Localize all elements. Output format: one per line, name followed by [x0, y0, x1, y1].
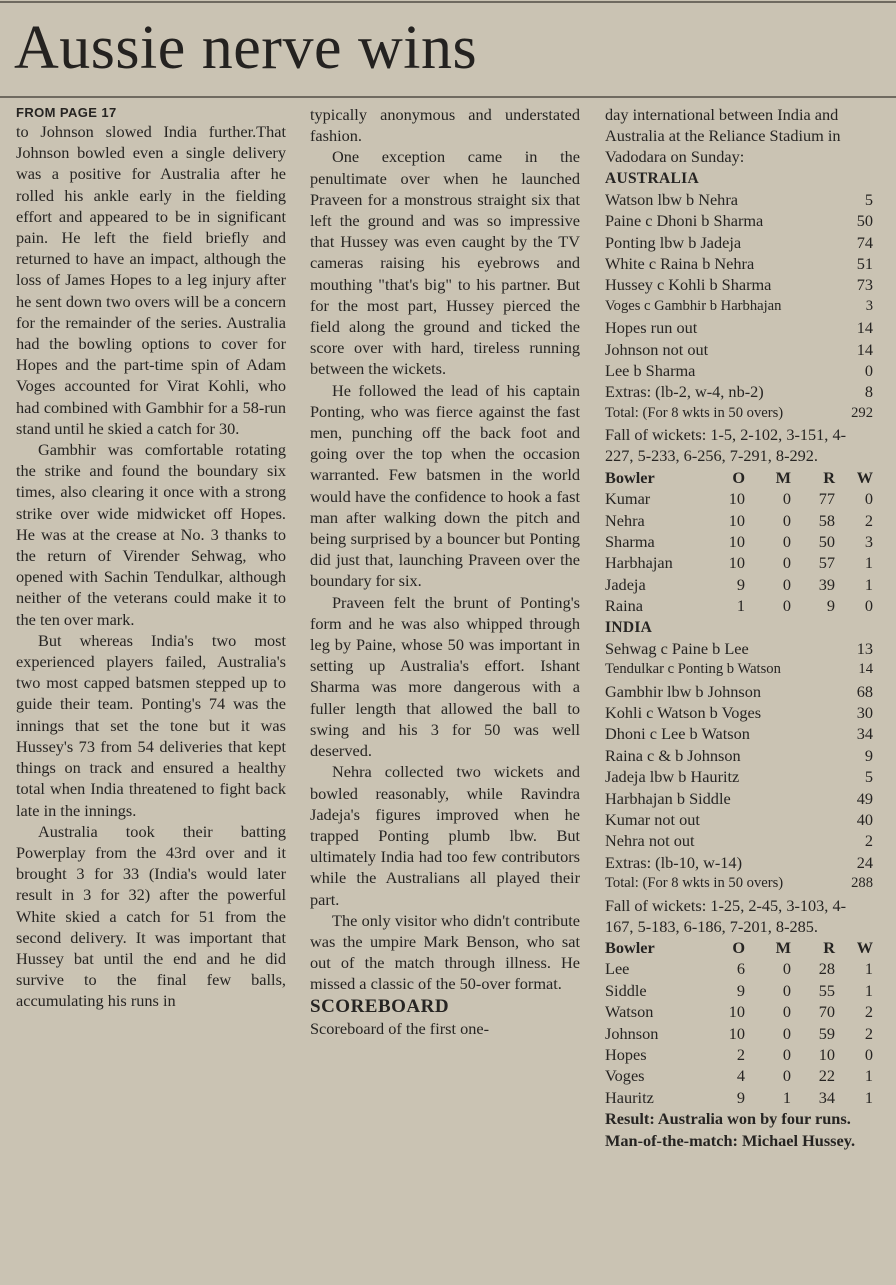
maidens: 1	[782, 1087, 791, 1107]
batting-row	[605, 296, 873, 317]
man-of-the-match: Man-of-the-match: Michael Hussey.	[605, 1130, 856, 1150]
article-paragraph: typically anonymous and understated fashion.	[310, 105, 580, 146]
maidens: 0	[782, 1045, 791, 1065]
batsman-runs: 14	[856, 318, 873, 338]
bowler-name: Johnson	[605, 1023, 659, 1043]
batting-row	[605, 360, 873, 381]
australia-extras	[605, 381, 873, 402]
batsman-runs: 0	[864, 361, 873, 381]
runs-conceded: 58	[818, 510, 835, 530]
overs: 6	[736, 959, 745, 979]
maidens: 0	[782, 1002, 791, 1022]
overs: 9	[736, 1087, 745, 1107]
batsman-runs: 14	[856, 339, 873, 359]
batting-row	[605, 189, 873, 210]
scoreboard-intro-continued: day international between India and Australia at the Reliance Stadium in Vadodara on Sunday:	[605, 105, 841, 167]
maidens: 0	[782, 596, 791, 616]
bowler-name: Hauritz	[605, 1087, 654, 1107]
extras-label: Extras: (lb-10, w-14)	[605, 852, 742, 872]
wickets: 2	[864, 1023, 873, 1043]
bowling-header-cell: M	[775, 467, 791, 487]
batsman-dismissal: Ponting lbw b Jadeja	[605, 232, 742, 252]
wickets: 2	[864, 510, 873, 530]
bowler-name: Jadeja	[605, 574, 646, 594]
batsman-dismissal: Lee b Sharma	[605, 361, 696, 381]
article-column-2	[310, 104, 580, 1039]
article-paragraph: But whereas India's two most experienced players failed, Australia's two most capped batsmen stepped up to guide their team. Ponting's 74 was the innings that set the tone but it was Hussey's 73 from 54 deliveries that kept things on track and ensured a healthy total when India threatened to fight back late in the innings.	[16, 630, 286, 820]
bowling-row	[605, 1065, 873, 1086]
article-column-1	[16, 104, 286, 1012]
total-label: Total: (For 8 wkts in 50 overs)	[605, 875, 784, 892]
batsman-runs: 5	[864, 767, 873, 787]
overs: 4	[736, 1066, 745, 1086]
extras-value: 8	[864, 382, 873, 402]
wickets: 0	[864, 596, 873, 616]
batsman-dismissal: Johnson not out	[605, 339, 709, 359]
batting-row	[605, 830, 873, 851]
bowling-header	[605, 937, 873, 958]
batting-row	[605, 638, 873, 659]
batting-row	[605, 210, 873, 231]
bowling-row	[605, 1044, 873, 1065]
batsman-dismissal: Kumar not out	[605, 809, 700, 829]
bowling-row	[605, 488, 873, 509]
batting-row	[605, 339, 873, 360]
batsman-dismissal: Watson lbw b Nehra	[605, 189, 738, 209]
maidens: 0	[782, 531, 791, 551]
bowler-name: Raina	[605, 596, 643, 616]
bowling-row	[605, 552, 873, 573]
batsman-dismissal: Raina c & b Johnson	[605, 745, 741, 765]
overs: 10	[728, 1002, 745, 1022]
bowler-name: Hopes	[605, 1045, 647, 1065]
match-result: Result: Australia won by four runs.	[605, 1109, 851, 1129]
batting-row	[605, 659, 873, 680]
maidens: 0	[782, 980, 791, 1000]
bowling-header-cell: Bowler	[605, 938, 655, 958]
india-total	[605, 873, 873, 894]
bowler-name: Voges	[605, 1066, 645, 1086]
headline: Aussie nerve wins	[14, 14, 478, 82]
batting-row	[605, 702, 873, 723]
runs-conceded: 59	[818, 1023, 835, 1043]
runs-conceded: 34	[818, 1087, 835, 1107]
bowling-row	[605, 958, 873, 979]
maidens: 0	[782, 574, 791, 594]
india-batting-list	[605, 638, 873, 852]
wickets: 3	[864, 531, 873, 551]
overs: 10	[728, 1023, 745, 1043]
batsman-runs: 14	[858, 661, 873, 678]
batting-row	[605, 723, 873, 744]
headline-rule	[0, 96, 896, 98]
batsman-dismissal: Hussey c Kohli b Sharma	[605, 275, 772, 295]
overs: 10	[728, 489, 745, 509]
bowler-name: Nehra	[605, 510, 645, 530]
wickets: 1	[864, 980, 873, 1000]
batting-row	[605, 788, 873, 809]
bowling-row	[605, 980, 873, 1001]
wickets: 1	[864, 574, 873, 594]
overs: 1	[736, 596, 745, 616]
runs-conceded: 57	[818, 553, 835, 573]
article-paragraph: One exception came in the penultimate over when he launched Praveen for a monstrous straight six that left the ground and was so impressive that Hussey was even caught by the TV cameras raising his eyebrows and mouthing "that's big" to his partner. But for the most part, Hussey pierced the field along the ground and ticked the score over with hard, tireless running between the wickets.	[310, 147, 580, 379]
batsman-runs: 3	[865, 297, 873, 314]
batting-row	[605, 232, 873, 253]
batsman-runs: 9	[864, 745, 873, 765]
bowling-row	[605, 595, 873, 616]
kicker: FROM PAGE 17	[16, 105, 117, 120]
wickets: 2	[864, 1002, 873, 1022]
batsman-dismissal: Gambhir lbw b Johnson	[605, 681, 762, 701]
bowling-header-cell: O	[732, 938, 745, 958]
india-extras	[605, 852, 873, 873]
batsman-runs: 13	[856, 638, 873, 658]
india-bowling-table	[605, 937, 873, 1108]
australia-total	[605, 403, 873, 424]
maidens: 0	[782, 553, 791, 573]
batsman-runs: 50	[856, 211, 873, 231]
wickets: 1	[864, 1087, 873, 1107]
bowling-header-cell: M	[775, 938, 791, 958]
extras-value: 24	[856, 852, 873, 872]
australia-bowling-table	[605, 467, 873, 617]
batting-row	[605, 253, 873, 274]
runs-conceded: 50	[818, 531, 835, 551]
maidens: 0	[782, 1066, 791, 1086]
overs: 9	[736, 980, 745, 1000]
bowler-name: Sharma	[605, 531, 655, 551]
overs: 2	[736, 1045, 745, 1065]
bowling-row	[605, 1023, 873, 1044]
wickets: 1	[864, 553, 873, 573]
batsman-dismissal: Hopes run out	[605, 318, 698, 338]
top-rule	[0, 1, 896, 3]
article-paragraph: He followed the lead of his captain Ponting, who was fierce against the fast men, punching off the back foot and going over the top when the occasion warranted. Few batsmen in the world would have the confidence to hook a fast man after walking down the pitch and being surprised by a bouncer but Ponting did just that, launching Praveen over the boundary for six.	[310, 380, 580, 591]
india-heading: INDIA	[605, 618, 653, 636]
india-fall-of-wickets: Fall of wickets: 1-25, 2-45, 3-103, 4-167, 5-183, 6-186, 7-201, 8-285.	[605, 895, 847, 936]
total-label: Total: (For 8 wkts in 50 overs)	[605, 404, 784, 421]
article-paragraph: The only visitor who didn't contribute was the umpire Mark Benson, who sat out of the match through illness. He missed a classic of the 50-over format.	[310, 910, 580, 994]
scoreboard-heading: SCOREBOARD	[310, 995, 450, 1017]
overs: 9	[736, 574, 745, 594]
batsman-dismissal: Kohli c Watson b Voges	[605, 702, 762, 722]
batsman-dismissal: Harbhajan b Siddle	[605, 788, 731, 808]
runs-conceded: 9	[826, 596, 835, 616]
bowling-header-cell: O	[732, 467, 745, 487]
batsman-runs: 34	[856, 724, 873, 744]
bowler-name: Siddle	[605, 980, 647, 1000]
batsman-runs: 51	[856, 254, 873, 274]
total-value: 288	[851, 875, 873, 892]
batting-row	[605, 317, 873, 338]
article-paragraph: to Johnson slowed India further.That Johnson bowled even a single delivery was a positive for Australia after he rolled his ankle early in the fielding effort and appeared to be in significant pain. He left the field briefly and returned to have an impact, although the loss of James Hopes to a leg injury after he sent down two overs will be a concern for the remainder of the series. Australia had the bowling options to cover for Hopes and the part-time spin of Adam Voges accounted for Virat Kohli, who had combined with Gambhir for a 58-run stand until he skied a catch for 30.	[16, 122, 286, 438]
runs-conceded: 39	[818, 574, 835, 594]
runs-conceded: 22	[818, 1066, 835, 1086]
article-paragraph: Gambhir was comfortable rotating the strike and found the boundary six times, also clearing it once with a strong strike over wide midwicket off Hopes. He was at the crease at No. 3 thanks to the return of Virender Sehwag, who opened with Sachin Tendulkar, although neither of the veterans could make it to the ten over mark.	[16, 440, 286, 629]
australia-fall-of-wickets: Fall of wickets: 1-5, 2-102, 3-151, 4-227, 5-233, 6-256, 7-291, 8-292.	[605, 425, 847, 466]
bowling-row	[605, 510, 873, 531]
bowling-header-cell: W	[856, 938, 873, 958]
batsman-dismissal: Dhoni c Lee b Watson	[605, 724, 750, 744]
scoreboard-column	[605, 104, 873, 1151]
bowler-name: Lee	[605, 959, 630, 979]
batsman-dismissal: Sehwag c Paine b Lee	[605, 638, 749, 658]
maidens: 0	[782, 959, 791, 979]
wickets: 1	[864, 1066, 873, 1086]
wickets: 1	[864, 959, 873, 979]
bowling-header-cell: R	[823, 467, 835, 487]
batsman-runs: 73	[856, 275, 873, 295]
overs: 10	[728, 531, 745, 551]
article-paragraph: Praveen felt the brunt of Ponting's form and he was also whipped through leg by Paine, whose 50 was important in setting up Australia's effort. Ishant Sharma was more dangerous with a fuller length that allowed the ball to swing and his 3 for 50 was well deserved.	[310, 592, 580, 761]
bowling-row	[605, 1001, 873, 1022]
batsman-runs: 30	[856, 702, 873, 722]
scoreboard-intro: Scoreboard of the first one-	[310, 1018, 490, 1038]
batsman-runs: 5	[864, 189, 873, 209]
bowler-name: Watson	[605, 1002, 654, 1022]
batsman-dismissal: Nehra not out	[605, 831, 695, 851]
bowling-header	[605, 467, 873, 488]
maidens: 0	[782, 1023, 791, 1043]
batsman-runs: 49	[856, 788, 873, 808]
runs-conceded: 10	[818, 1045, 835, 1065]
batting-row	[605, 274, 873, 295]
batsman-runs: 68	[856, 681, 873, 701]
bowling-row	[605, 1087, 873, 1108]
article-paragraph: Nehra collected two wickets and bowled reasonably, while Ravindra Jadeja's figures improved when he trapped Ponting plumb lbw. But ultimately India had too few contributors while the Australians all played their part.	[310, 762, 580, 909]
runs-conceded: 70	[818, 1002, 835, 1022]
batting-row	[605, 681, 873, 702]
batsman-runs: 74	[856, 232, 873, 252]
extras-label: Extras: (lb-2, w-4, nb-2)	[605, 382, 764, 402]
batsman-dismissal: Voges c Gambhir b Harbhajan	[605, 297, 782, 314]
wickets: 0	[864, 489, 873, 509]
article-paragraph: Australia took their batting Powerplay from the 43rd over and it brought 3 for 33 (India's would later result in 3 for 32) after the powerful White skied a catch for 51 from the second delivery. It was important that Hussey bat until the end and he did survive to the final few balls, accumulating his runs in	[16, 821, 286, 1011]
batsman-runs: 2	[864, 831, 873, 851]
bowling-header-cell: W	[856, 467, 873, 487]
bowling-header-cell: R	[823, 938, 835, 958]
batsman-dismissal: White c Raina b Nehra	[605, 254, 755, 274]
maidens: 0	[782, 510, 791, 530]
maidens: 0	[782, 489, 791, 509]
batsman-dismissal: Paine c Dhoni b Sharma	[605, 211, 764, 231]
bowling-row	[605, 574, 873, 595]
total-value: 292	[851, 404, 873, 421]
australia-heading: AUSTRALIA	[605, 169, 699, 187]
runs-conceded: 77	[818, 489, 835, 509]
overs: 10	[728, 553, 745, 573]
overs: 10	[728, 510, 745, 530]
bowling-row	[605, 531, 873, 552]
runs-conceded: 28	[818, 959, 835, 979]
batsman-runs: 40	[856, 809, 873, 829]
batting-row	[605, 809, 873, 830]
batsman-dismissal: Jadeja lbw b Hauritz	[605, 767, 740, 787]
wickets: 0	[864, 1045, 873, 1065]
batting-row	[605, 745, 873, 766]
batsman-dismissal: Tendulkar c Ponting b Watson	[605, 661, 781, 678]
bowler-name: Kumar	[605, 489, 651, 509]
bowler-name: Harbhajan	[605, 553, 673, 573]
australia-batting-list	[605, 189, 873, 382]
batting-row	[605, 766, 873, 787]
runs-conceded: 55	[818, 980, 835, 1000]
bowling-header-cell: Bowler	[605, 467, 655, 487]
